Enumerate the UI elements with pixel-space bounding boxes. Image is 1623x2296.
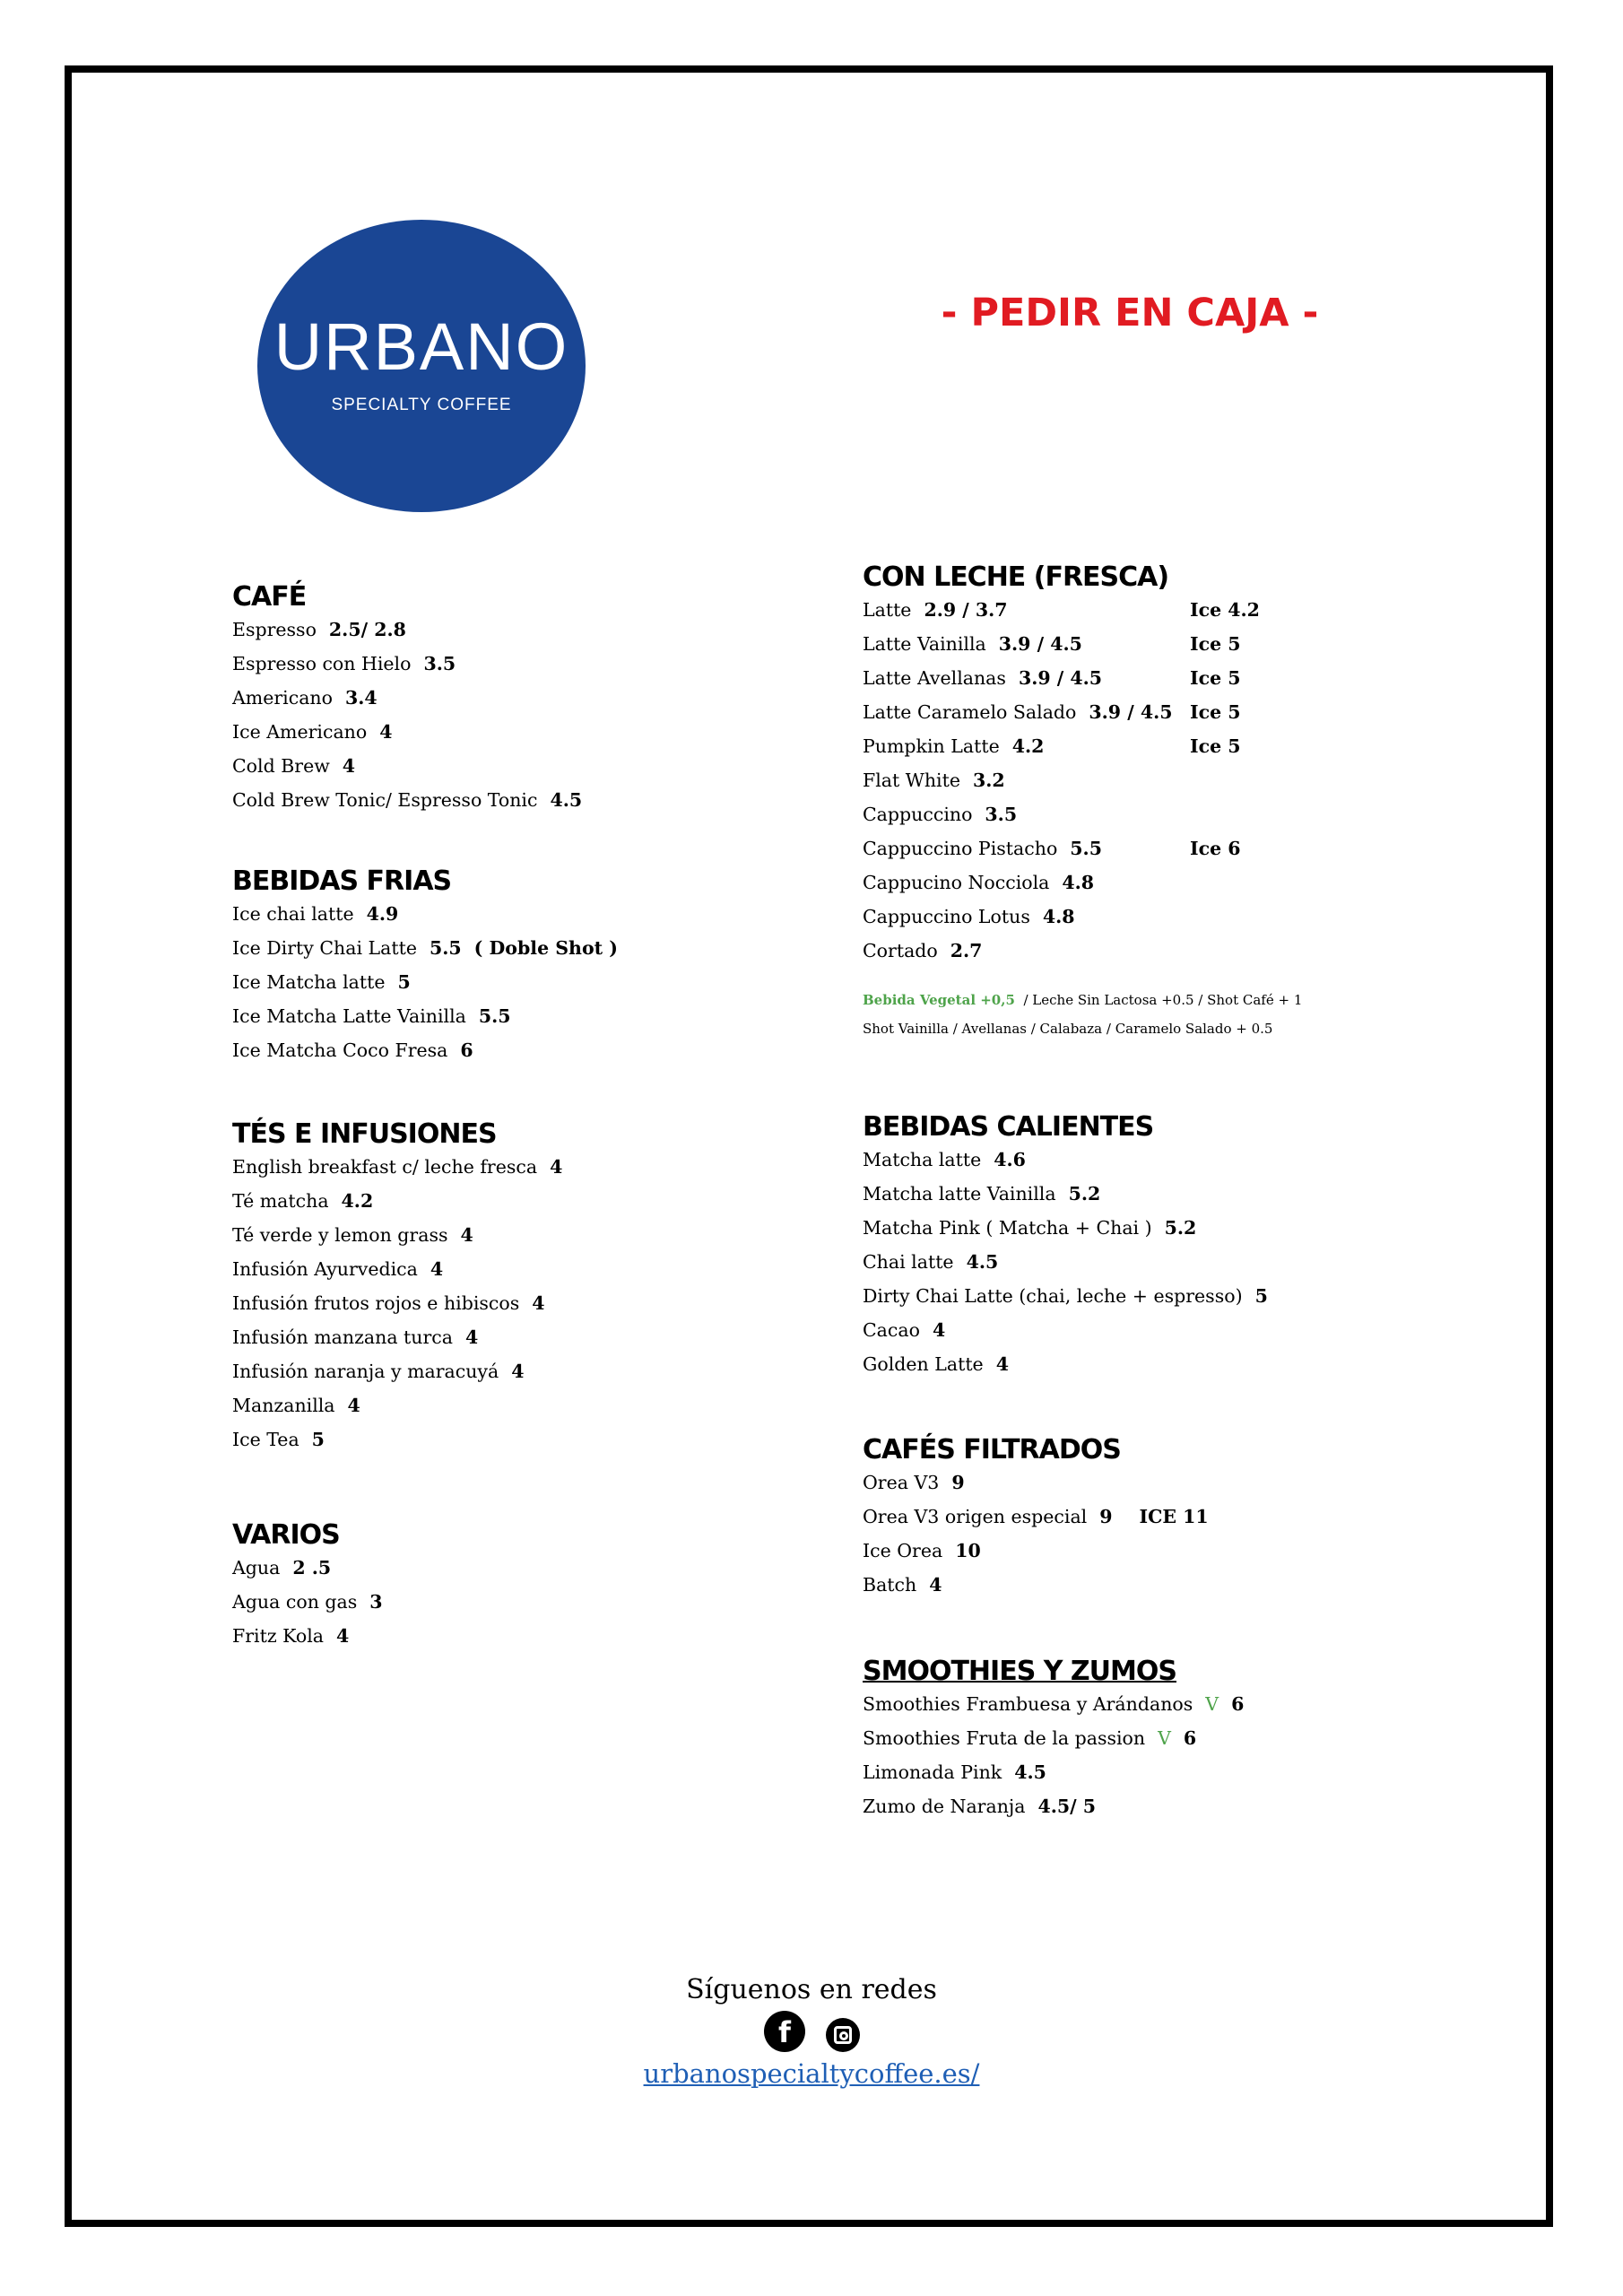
item-price: 9: [951, 1472, 965, 1493]
item-price: 3.9 / 4.5: [1018, 667, 1103, 689]
item-name: Flat White: [863, 770, 960, 791]
menu-item: [232, 965, 806, 999]
item-price: 5: [1254, 1285, 1268, 1307]
item-extra: ICE 11: [1139, 1506, 1209, 1527]
vegan-mark: V: [1205, 1693, 1219, 1715]
section-title: BEBIDAS FRIAS: [232, 865, 452, 897]
menu-item: [232, 1033, 806, 1067]
item-price: 4: [430, 1258, 444, 1280]
item-name: Manzanilla: [232, 1395, 335, 1416]
facebook-icon[interactable]: f: [764, 2011, 805, 2052]
item-price: 4: [342, 755, 356, 777]
item-name: Ice Dirty Chai Latte: [232, 937, 417, 959]
item-name: Cold Brew Tonic/ Espresso Tonic: [232, 789, 538, 811]
menu-item: [863, 1211, 1436, 1245]
item-name: Cappuccino: [863, 804, 973, 825]
menu-item: [863, 627, 1436, 661]
item-name: Limonada Pink: [863, 1761, 1002, 1783]
menu-item: [232, 1585, 806, 1619]
item-price: 4.2: [341, 1190, 374, 1212]
item-name: Agua: [232, 1557, 281, 1578]
menu-item: [863, 1245, 1436, 1279]
section-title: CAFÉS FILTRADOS: [863, 1434, 1121, 1465]
item-price: 2.7: [950, 940, 983, 961]
item-extra: Ice 5: [1190, 735, 1241, 757]
plant-milk-note: Bebida Vegetal +0,5: [863, 992, 1015, 1008]
menu-item: [232, 647, 806, 681]
menu-item: [863, 729, 1436, 763]
logo-tagline: SPECIALTY COFFEE: [331, 396, 512, 414]
item-price: 4: [532, 1292, 545, 1314]
menu-item: [232, 1354, 806, 1388]
menu-item: [863, 1568, 1436, 1602]
item-name: Infusión Ayurvedica: [232, 1258, 418, 1280]
item-name: Latte Caramelo Salado: [863, 701, 1077, 723]
vegan-mark: V: [1158, 1727, 1171, 1749]
menu-item: [232, 1551, 806, 1585]
urbano-logo: [257, 220, 586, 512]
item-name: Té verde y lemon grass: [232, 1224, 448, 1246]
menu-item: [863, 831, 1436, 865]
item-name: Ice Matcha latte: [232, 971, 386, 993]
logo-name: URBANO: [273, 309, 569, 384]
section-title: SMOOTHIES Y ZUMOS: [863, 1656, 1176, 1687]
section-bebidas-frias: [232, 866, 806, 1067]
menu-item: [863, 1313, 1436, 1347]
item-name: Agua con gas: [232, 1591, 358, 1613]
menu-item: [232, 1422, 806, 1457]
section-varios: [232, 1520, 806, 1653]
section-title: VARIOS: [232, 1519, 340, 1551]
section-title: CAFÉ: [232, 581, 307, 613]
menu-item: [863, 1465, 1436, 1500]
menu-item: [232, 1619, 806, 1653]
item-name: Ice Orea: [863, 1540, 943, 1561]
item-price: 5.2: [1164, 1217, 1197, 1239]
website-link[interactable]: urbanospecialtycoffee.es/: [643, 2058, 980, 2089]
menu-item: [232, 749, 806, 783]
item-price: 10: [955, 1540, 981, 1561]
menu-item: [232, 783, 806, 817]
section-title: BEBIDAS CALIENTES: [863, 1111, 1154, 1143]
item-price: 2.5/ 2.8: [328, 619, 406, 640]
menu-item: [863, 1687, 1436, 1721]
item-extra: Ice 6: [1190, 838, 1241, 859]
item-price: 4: [511, 1361, 525, 1382]
item-name: Cappuccino Lotus: [863, 906, 1030, 927]
menu-item: [232, 1252, 806, 1286]
menu-item: [863, 1347, 1436, 1381]
menu-item: [863, 900, 1436, 934]
instagram-icon[interactable]: [826, 2018, 860, 2052]
item-name: Latte: [863, 599, 912, 621]
item-extra: Ice 5: [1190, 667, 1241, 689]
item-price: 9: [1099, 1506, 1113, 1527]
item-name: Latte Avellanas: [863, 667, 1006, 689]
item-name: Orea V3 origen especial: [863, 1506, 1088, 1527]
menu-item: [232, 897, 806, 931]
menu-item: [232, 613, 806, 647]
item-price: 4: [460, 1224, 473, 1246]
item-price: 4.5: [550, 789, 583, 811]
item-price: 3.5: [423, 653, 456, 674]
item-price: 4.9: [366, 903, 399, 925]
item-name: Golden Latte: [863, 1353, 984, 1375]
item-price: 4: [550, 1156, 563, 1178]
extras-note-line2: Shot Vainilla / Avellanas / Calabaza / Caramelo Salado + 0.5: [863, 1021, 1273, 1037]
section-title: CON LECHE (FRESCA): [863, 561, 1169, 593]
menu-item: [232, 1150, 806, 1184]
item-name: Americano: [232, 687, 333, 709]
item-name: Cacao: [863, 1319, 920, 1341]
menu-item: [863, 1500, 1436, 1534]
item-price: 4: [379, 721, 393, 743]
item-name: Zumo de Naranja: [863, 1796, 1026, 1817]
item-name: Pumpkin Latte: [863, 735, 1000, 757]
item-price: 4: [929, 1574, 942, 1596]
menu-item: [232, 1388, 806, 1422]
item-name: Espresso con Hielo: [232, 653, 412, 674]
item-price: 4.5: [1014, 1761, 1046, 1783]
menu-item: [863, 934, 1436, 968]
item-price: 4.6: [994, 1149, 1026, 1170]
item-price: 5.5: [429, 937, 462, 959]
item-name: Espresso: [232, 619, 317, 640]
section-bebidas-calientes: [863, 1112, 1436, 1381]
follow-text: Síguenos en redes: [686, 1974, 937, 2005]
item-price: 3.2: [972, 770, 1005, 791]
item-name: Té matcha: [232, 1190, 329, 1212]
item-name: Latte Vainilla: [863, 633, 986, 655]
menu-item: [863, 661, 1436, 695]
item-name: Cortado: [863, 940, 938, 961]
item-price: 3.9 / 4.5: [998, 633, 1082, 655]
item-name: Smoothies Frambuesa y Arándanos: [863, 1693, 1193, 1715]
item-price: 2 .5: [292, 1557, 332, 1578]
social-icons: [587, 2007, 1036, 2054]
section-con-leche: [863, 562, 1436, 1043]
item-name: Infusión manzana turca: [232, 1326, 453, 1348]
item-price: 5: [311, 1429, 325, 1450]
item-name: Smoothies Fruta de la passion: [863, 1727, 1146, 1749]
item-price: 6: [1183, 1727, 1197, 1749]
menu-item: [863, 1755, 1436, 1789]
menu-item: [232, 1184, 806, 1218]
item-name: Infusión frutos rojos e hibiscos: [232, 1292, 520, 1314]
section-cafe: [232, 582, 806, 817]
menu-item: [863, 797, 1436, 831]
item-price: 4.5/ 5: [1037, 1796, 1097, 1817]
menu-item: [863, 1534, 1436, 1568]
item-price: 5.5: [478, 1005, 511, 1027]
item-price: 5.2: [1068, 1183, 1101, 1205]
section-smoothies-zumos: [863, 1657, 1436, 1823]
menu-item: [232, 1320, 806, 1354]
item-name: Cold Brew: [232, 755, 330, 777]
item-price: 3: [369, 1591, 383, 1613]
menu-item: [863, 695, 1436, 729]
item-price: 6: [460, 1039, 473, 1061]
section-tes-infusiones: [232, 1119, 806, 1457]
item-extra: Ice 5: [1190, 701, 1241, 723]
item-price: 5: [397, 971, 411, 993]
menu-item: [232, 715, 806, 749]
item-extra: Ice 4.2: [1190, 599, 1260, 621]
item-name: Matcha latte: [863, 1149, 982, 1170]
item-extra: Ice 5: [1190, 633, 1241, 655]
menu-item: [863, 593, 1436, 627]
item-price: 3.4: [344, 687, 378, 709]
item-name: Chai latte: [863, 1251, 954, 1273]
item-name: Fritz Kola: [232, 1625, 325, 1647]
item-price: 4.8: [1042, 906, 1075, 927]
item-name: Dirty Chai Latte (chai, leche + espresso): [863, 1285, 1243, 1307]
menu-item: [232, 1286, 806, 1320]
menu-item: [232, 931, 806, 965]
item-price: 4: [932, 1319, 946, 1341]
section-cafes-filtrados: [863, 1435, 1436, 1602]
item-price: 3.5: [985, 804, 1018, 825]
item-name: Ice Matcha Coco Fresa: [232, 1039, 448, 1061]
item-price: 4.8: [1062, 872, 1095, 893]
item-name: Cappuccino Pistacho: [863, 838, 1058, 859]
menu-item: [863, 1279, 1436, 1313]
menu-item: [232, 1218, 806, 1252]
item-price: 6: [1231, 1693, 1245, 1715]
item-name: Cappucino Nocciola: [863, 872, 1050, 893]
menu-item: [863, 1177, 1436, 1211]
item-name: Ice Americano: [232, 721, 368, 743]
item-price: 4: [347, 1395, 360, 1416]
menu-item: [863, 1143, 1436, 1177]
item-price: 5.5: [1070, 838, 1102, 859]
item-name: Infusión naranja y maracuyá: [232, 1361, 499, 1382]
item-name: Ice chai latte: [232, 903, 354, 925]
item-price: 4: [465, 1326, 479, 1348]
menu-item: [863, 1721, 1436, 1755]
extras-note: Bebida Vegetal +0,5 / Leche Sin Lactosa +0.5 / Shot Café + 1: [863, 992, 1303, 1008]
menu-item: [863, 865, 1436, 900]
footer: [587, 1973, 1036, 2093]
item-price: 3.9 / 4.5: [1089, 701, 1173, 723]
item-name: Ice Matcha Latte Vainilla: [232, 1005, 466, 1027]
item-price: 4.2: [1011, 735, 1045, 757]
item-price: 4: [995, 1353, 1009, 1375]
item-extra: ( Doble Shot ): [473, 937, 618, 959]
item-name: Ice Tea: [232, 1429, 299, 1450]
menu-item: [232, 999, 806, 1033]
item-name: Batch: [863, 1574, 917, 1596]
menu-item: [863, 1789, 1436, 1823]
item-name: Matcha Pink ( Matcha + Chai ): [863, 1217, 1152, 1239]
item-price: 2.9 / 3.7: [924, 599, 1008, 621]
section-title: TÉS E INFUSIONES: [232, 1118, 497, 1150]
item-price: 4: [336, 1625, 350, 1647]
menu-item: [863, 763, 1436, 797]
item-price: 4.5: [966, 1251, 999, 1273]
item-name: English breakfast c/ leche fresca: [232, 1156, 538, 1178]
menu-item: [232, 681, 806, 715]
order-banner: - PEDIR EN CAJA -: [941, 291, 1319, 335]
item-name: Orea V3: [863, 1472, 940, 1493]
item-name: Matcha latte Vainilla: [863, 1183, 1056, 1205]
